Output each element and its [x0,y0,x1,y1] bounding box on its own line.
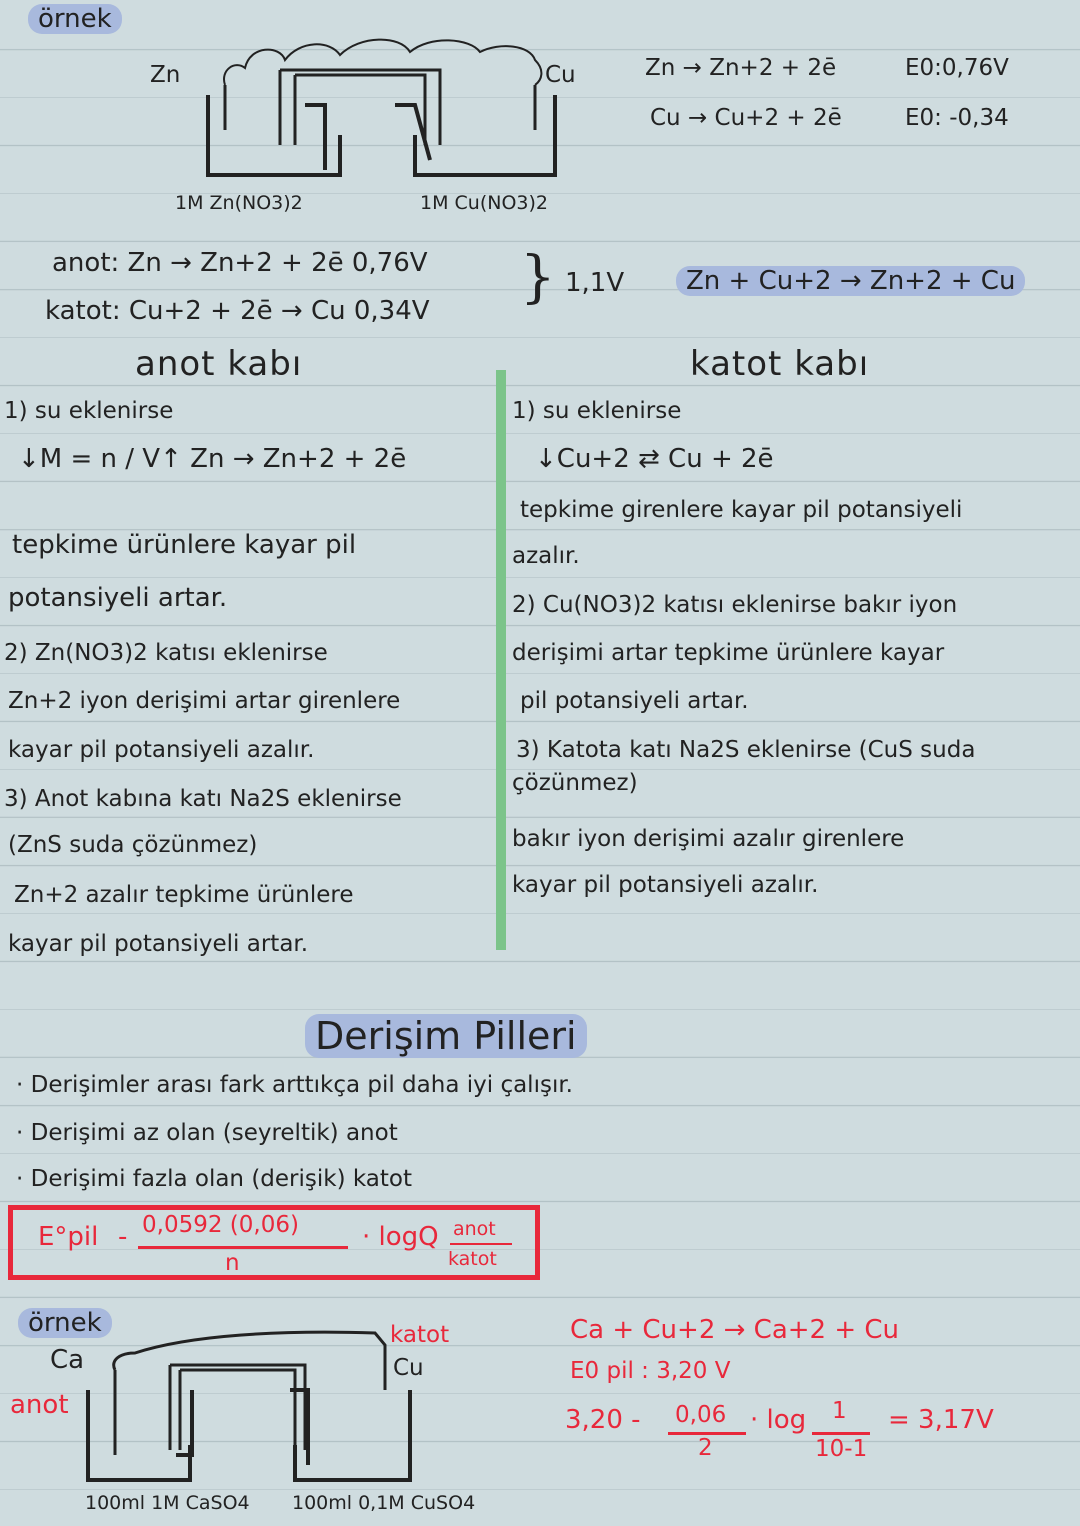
bullet-2: · Derişimi az olan (seyreltik) anot [16,1120,398,1146]
katot-item3: 3) Katota katı Na2S eklenirse (CuS suda [516,737,976,763]
anot-item2-text-2: kayar pil potansiyeli azalır. [8,737,315,763]
example2-frac-bar [812,1432,870,1435]
katot-item1: 1) su eklenirse [512,398,682,424]
bullet-3-text: Derişimi fazla olan (derişik) katot [30,1166,412,1192]
katot-reaction: katot: Cu+2 + 2ē → Cu 0,34V [45,296,430,326]
formula-e-pil: E°pil [38,1222,99,1252]
katot-item2-text-2: pil potansiyeli artar. [520,688,749,714]
example2-frac-num: 1 [832,1398,847,1424]
katot-kabi-title: katot kabı [690,344,870,384]
anot-item2: 2) Zn(NO3)2 katısı eklenirse [4,640,328,666]
katot-item1-text-2: azalır. [512,543,580,569]
anot-reaction: anot: Zn → Zn+2 + 2ē 0,76V [52,248,428,278]
anot-item3-text-1: Zn+2 azalır tepkime ürünlere [14,882,354,908]
example2-label: örnek [18,1308,112,1338]
anot-item1-text-1: tepkime ürünlere kayar pil [12,530,357,560]
formula-minus: - [118,1222,128,1252]
anot-item1: 1) su eklenirse [4,398,174,424]
formula-q-bar [450,1243,512,1245]
formula-numerator: 0,0592 (0,06) [142,1212,299,1238]
anot-item1-eq: ↓M = n / V↑ Zn → Zn+2 + 2ē [18,444,407,474]
bullet-1: · Derişimler arası fark arttıkça pil daha iyi çalışır. [16,1072,573,1098]
formula-q-anot: anot [453,1218,496,1240]
half-reaction-2-potential: E0: -0,34 [905,105,1009,131]
example2-calc-den: 2 [698,1435,713,1461]
section-title: Derişim Pilleri [305,1014,587,1058]
bullet-1-text: Derişimler arası fark arttıkça pil daha iyi çalışır. [30,1072,573,1098]
katot-item2-text-1: derişimi artar tepkime ürünlere kayar [512,640,945,666]
formula-denominator: n [225,1250,240,1276]
example2-cathode-label: katot [390,1322,450,1348]
example2-anode-metal: Ca [50,1345,85,1375]
katot-item2: 2) Cu(NO3)2 katısı eklenirse bakır iyon [512,592,958,618]
example2-reaction: Ca + Cu+2 → Ca+2 + Cu [570,1315,900,1345]
katot-item3-text-2: kayar pil potansiyeli azalır. [512,872,819,898]
anode-metal-label: Zn [150,62,181,88]
katot-item1-eq: ↓Cu+2 ⇄ Cu + 2ē [535,444,774,474]
anot-item3-note: (ZnS suda çözünmez) [8,832,258,858]
example2-right-solution: 100ml 0,1M CuSO4 [292,1492,476,1514]
half-reaction-2: Cu → Cu+2 + 2ē [650,105,842,131]
formula-q-katot: katot [448,1248,497,1270]
example-label: örnek [28,4,122,34]
anot-kabi-title: anot kabı [135,344,303,384]
formula-log: · logQ [362,1222,439,1252]
katot-item3-text-1: bakır iyon derişimi azalır girenlere [512,826,905,852]
example2-anode-label: anot [10,1390,69,1420]
anot-item3-text-2: kayar pil potansiyeli artar. [8,931,309,957]
example2-calc-result: = 3,17V [888,1405,994,1435]
katot-item3-note: çözünmez) [512,770,638,796]
example2-calc-log: · log [750,1405,807,1435]
left-solution-label: 1M Zn(NO3)2 [175,192,303,214]
example2-frac-den: 10-1 [815,1436,868,1462]
half-reaction-1: Zn → Zn+2 + 2ē [645,55,837,81]
example2-calc-start: 3,20 - [565,1405,641,1435]
anot-item1-text-2: potansiyeli artar. [8,583,228,613]
formula-fraction-bar [138,1246,348,1249]
example2-e-pil: E0 pil : 3,20 V [570,1358,731,1384]
overall-reaction: Zn + Cu+2 → Zn+2 + Cu [676,266,1025,296]
katot-item1-text-1: tepkime girenlere kayar pil potansiyeli [520,497,963,523]
bullet-2-text: Derişimi az olan (seyreltik) anot [30,1120,398,1146]
anot-item2-text-1: Zn+2 iyon derişimi artar girenlere [8,688,401,714]
cathode-metal-label: Cu [545,62,576,88]
anot-item3: 3) Anot kabına katı Na2S eklenirse [4,786,402,812]
total-potential: 1,1V [565,268,625,298]
example2-cathode-metal: Cu [393,1355,424,1381]
brace: } [520,245,556,310]
concentration-cell-diagram [80,1315,420,1490]
half-reaction-1-potential: E0:0,76V [905,55,1009,81]
example2-calc-num: 0,06 [675,1402,727,1428]
column-divider [496,370,506,950]
right-solution-label: 1M Cu(NO3)2 [420,192,548,214]
example2-left-solution: 100ml 1M CaSO4 [85,1492,250,1514]
bullet-3: · Derişimi fazla olan (derişik) katot [16,1166,412,1192]
